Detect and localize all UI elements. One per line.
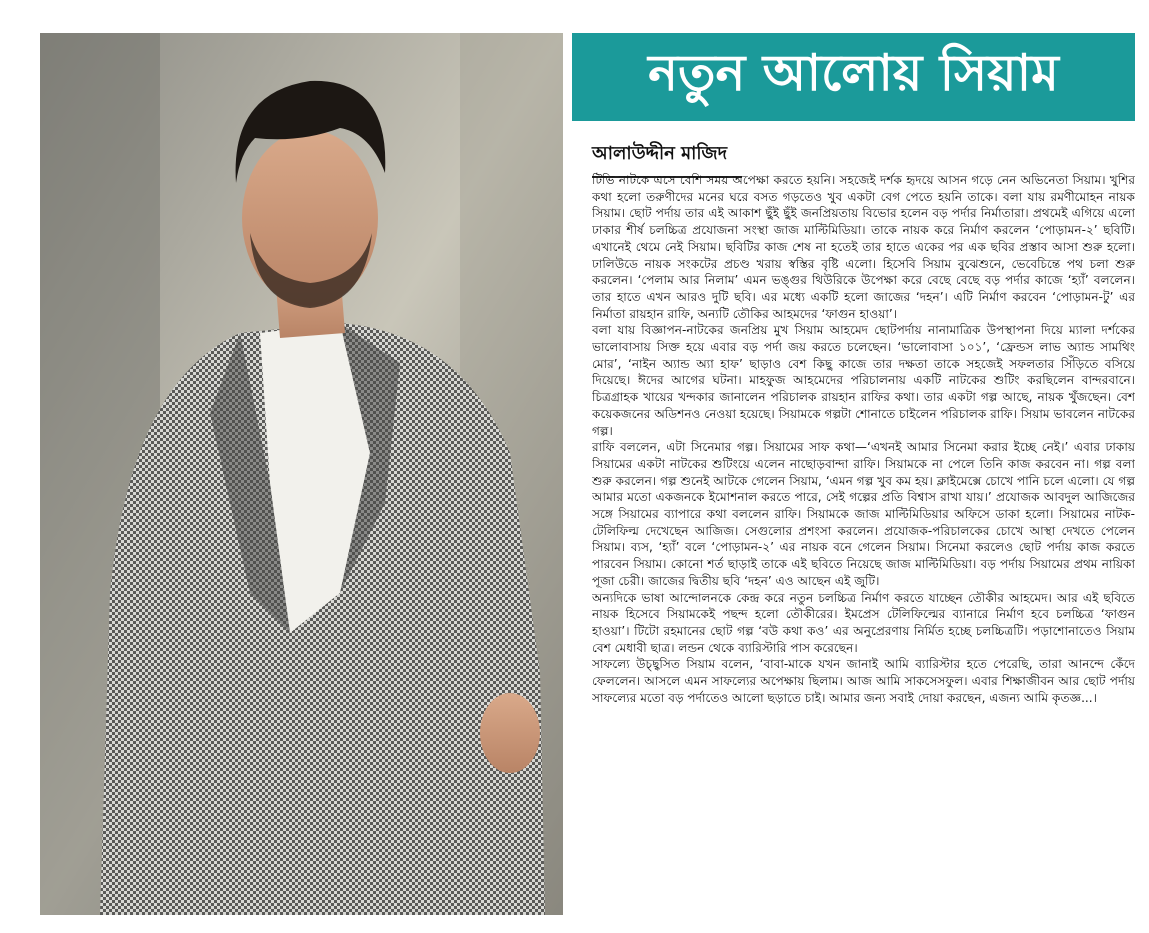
paragraph: টিভি নাটকে এসে বেশি সময় অপেক্ষা করতে হয়নি। সহজেই দর্শক হৃদয়ে আসন গড়ে নেন অভিনেতা সিয়াম। খুশির কথা হলো তরুণীদের মনের ঘরে বসত গড়তেও খুব একটা বেগ পেতে হয়নি তাকে। বলা যায় রমণীমোহন নায়ক সিয়াম। ছোট পর্দায় তার এই আকাশ ছুঁই ছুঁই জনপ্রিয়তায় বিভোর হলেন বড় পর্দার নির্মাতারা। প্রথমেই এগিয়ে এলো ঢাকার শীর্ষ চলচ্চিত্র প্রযোজনা সংস্থা জাজ মাল্টিমিডিয়া। তাকে নায়ক করে নির্মাণ করলেন ‘পোড়ামন-২’ ছবিটি। এখানেই থেমে নেই সিয়াম। ছবিটির কাজ শেষ না হতেই তার হাতে একের পর এক ছবির প্রস্তাব আসা শুরু হলো। ঢালিউডে নায়ক সংকটের প্রচণ্ড খরায় স্বস্তির বৃষ্টি এলো। হিসেবি সিয়াম বুঝেশুনে, ভেবেচিন্তে পথ চলা শুরু করলেন। ‘পেলাম আর নিলাম’ এমন ভঙ্গুর থিউরিকে উপেক্ষা করে বেছে বেছে বড় পর্দার কাজে ‘হ্যাঁ’ বললেন। তার হাতে এখন আরও দুটি ছবি। এর মধ্যে একটি হলো জাজের ‘দহন’। এটি নির্মাণ করবেন ‘পোড়ামন-টু’ এর নির্মাতা রায়হান রাফি, অন্যটি তৌকির আহমদের ‘ফাগুন হাওয়া’। [592,173,1135,321]
headline-bar [572,33,1135,121]
byline: আলাউদ্দীন মাজিদ [592,139,742,178]
paragraph: সাফল্যে উচ্ছ্বসিত সিয়াম বলেন, ‘বাবা-মাকে যখন জানাই আমি ব্যারিস্টার হতে পেরেছি, তারা আনন্দে কেঁদে ফেললেন। আসলে এমন সাফল্যের অপেক্ষায় ছিলাম। আজ আমি সাকসেসফুল। এবার শিক্ষাজীবন আর ছোট পর্দায় সাফল্যের মতো বড় পর্দাতেও আলো ছড়াতে চাই। আমার জন্য সবাই দোয়া করছেন, এজন্য আমি কৃতজ্ঞ...। [592,657,1135,705]
paragraph: রাফি বললেন, এটা সিনেমার গল্প। সিয়ামের সাফ কথা—‘এখনই আমার সিনেমা করার ইচ্ছে নেই।’ এবার ঢাকায় সিয়ামের একটা নাটকের শুটিংয়ে এলেন নাছোড়বান্দা রাফি। সিয়ামকে না পেলে তিনি কাজ করবেন না। গল্প বলা শুরু করলেন। গল্প শুনেই আটকে গেলেন সিয়াম, ‘এমন গল্প খুব কম হয়। ক্লাইমেক্সে চোখে পানি চলে এলো। যে গল্প আমার মতো একজনকে ইমোশনাল করতে পারে, সেই গল্পের প্রতি বিশ্বাস রাখা যায়।’ প্রযোজক আবদুল আজিজের সঙ্গে সিয়ামের ব্যাপারে কথা বললেন রাফি। সিয়ামকে জাজ মাল্টিমিডিয়ার অফিসে ডাকা হলো। সিয়ামের নাটক-টেলিফিল্ম দেখেছেন আজিজ। সেগুলোর প্রশংসা করলেন। প্রযোজক-পরিচালকের চোখে আস্থা দেখতে পেলেন সিয়াম। ব্যস, ‘হ্যাঁ’ বলে ‘পোড়ামন-২’ এর নায়ক বনে গেলেন সিয়াম। সিনেমা করলেও ছোট পর্দায় কাজ করতে পারবেন সিয়াম। কোনো শর্ত ছাড়াই তাকে এই ছবিতে নিয়েছে জাজ মাল্টিমিডিয়া। বড় পর্দায় সিয়ামের প্রথম নায়িকা পূজা চেরী। জাজের দ্বিতীয় ছবি ‘দহন’ এও আছেন এই জুটি। [592,440,1135,588]
headline: নতুন আলোয় সিয়াম [648,43,1059,102]
article-body [592,172,1135,922]
paragraph: অন্যদিকে ভাষা আন্দোলনকে কেন্দ্র করে নতুন চলচ্চিত্র নির্মাণ করতে যাচ্ছেন তৌকীর আহমেদ। আর এই ছবিতে নায়ক হিসেবে সিয়ামকেই পছন্দ হলো তৌকীরের। ইমপ্রেস টেলিফিল্মের ব্যানারে নির্মাণ হবে চলচ্চিত্র ‘ফাগুন হাওয়া’। টিটো রহমানের ছোট গল্প ‘বউ কথা কও’ এর অনুপ্রেরণায় নির্মিত হচ্ছে চলচ্চিত্রটি। পড়াশোনাতেও সিয়াম বেশ মেধাবী ছাত্র। লন্ডন থেকে ব্যারিস্টারি পাস করেছেন। [592,590,1135,655]
paragraph: বলা যায় বিজ্ঞাপন-নাটকের জনপ্রিয় মুখ সিয়াম আহমেদ ছোটপর্দায় নানামাত্রিক উপস্থাপনা দিয়ে ম্যালা দর্শকের ভালোবাসায় সিক্ত হয়ে এবার বড় পর্দা জয় করতে চলেছেন। ‘ভালোবাসা ১০১’, ‘ফ্রেন্ডস লাভ অ্যান্ড সামথিং মোর’, ‘নাইন অ্যান্ড অ্যা হাফ’ ছাড়াও বেশ কিছু কাজে তার দক্ষতা তাকে সহজেই সফলতার সিঁড়িতে বসিয়ে দিয়েছে। ঈদের আগের ঘটনা। মাহফুজ আহমেদের পরিচালনায় একটি নাটকের শুটিং করছিলেন বান্দরবানে। চিত্রগ্রাহক খায়ের খন্দকার জানালেন পরিচালক রায়হান রাফির কথা। তার একটা গল্প আছে, নায়ক খুঁজছেন। বেশ কয়েকজনের অডিশনও নেওয়া হয়েছে। সিয়ামকে গল্পটা শোনাতে চাইলেন পরিচালক রাফি। সিয়াম ভাবলেন নাটকের গল্প। [592,323,1135,438]
portrait-illustration [40,33,563,915]
portrait-photo [40,33,563,915]
